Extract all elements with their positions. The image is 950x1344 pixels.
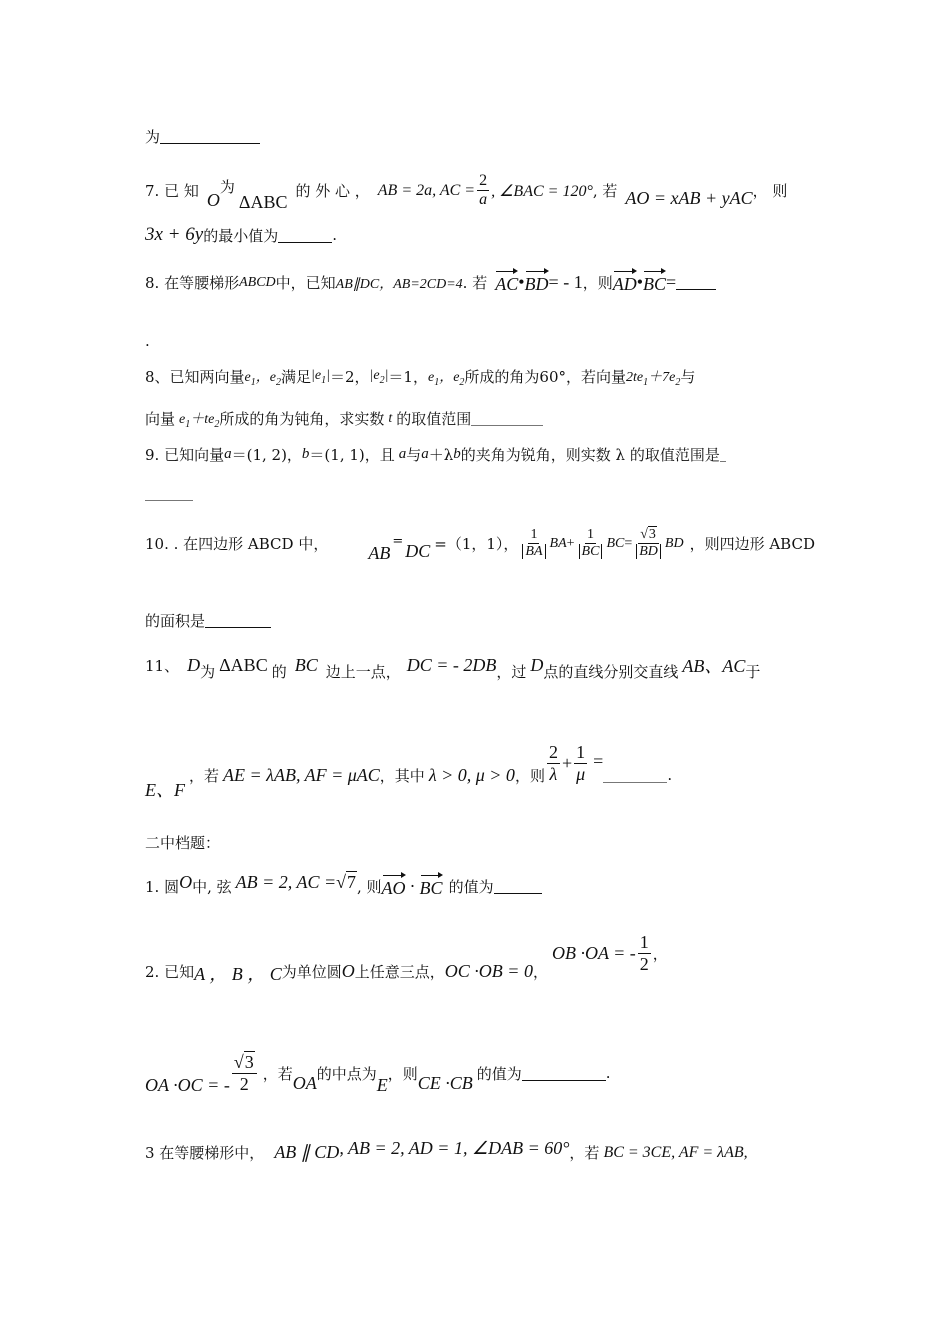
problem-3: 3 在等腰梯形中， AB ∥ CD , AB = 2, AD = 1, ∠DAB = 60° ，若 BC = 3CE, AF = λAB, (145, 1138, 748, 1162)
question-8b-cont: 向量 $e_1+te_2$ 所成的角为钝角，求实数 t 的取值范围 (145, 408, 543, 430)
answer-blank (676, 275, 716, 290)
answer-blank (160, 129, 260, 144)
answer-blank (278, 228, 332, 243)
question-10: 10. . 在四边形 ABCD 中， AB = DC =（1，1）， $\frac{1}{BA}$ BA + $\frac{1}{BC}$ BC = $\frac{√3}{BD}$ BD ，则四边形 ABCD (145, 527, 815, 564)
line-continued: 为 (145, 126, 260, 147)
fraction-2-over-a: $\frac{2}{a}$ (479, 172, 488, 209)
question-9-blank (145, 486, 193, 501)
question-7: 7. 已 知 O 为 ΔABC 的 外 心 ， AB = 2a, AC = $\frac{2}{a}$ , ∠BAC = 120° , 若 AO = xAB + yAC ， 则 (145, 172, 788, 213)
answer-blank (205, 613, 271, 628)
question-10-cont: 的面积是 (145, 610, 271, 631)
question-9: 9. 已知向量 a ＝(1, 2)， b ＝(1, 1)，且 a 与 a ＋λ b 的夹角为锐角，则实数 λ 的取值范围是 (145, 444, 726, 465)
problem-2: 2. 已知 A ， B ， C 为单位圆 O 上任意三点， OC ·OB = 0 ， OB ·OA = - $\frac{1}{2}$ ， (145, 932, 668, 985)
answer-blank (603, 768, 667, 783)
question-8-dot: . (145, 332, 150, 350)
question-8: 8. 在等腰梯形 ABCD 中，已知 AB∥DC，AB=2CD=4 . 若 AC • BD = - 1 ，则 AD • BC = (145, 270, 716, 295)
answer-blank (720, 447, 726, 462)
problem-2-cont: OA ·OC = - $\frac{√3}{2}$ ，若 OA 的中点为 E ，则 CE ·CB 的值为 . (145, 1052, 611, 1095)
question-11: 11、 D 为 ΔABC 的 BC 边上一点， DC = - 2DB ，过 D 点的直线分别交直线 AB、AC 于 (145, 654, 761, 681)
question-7-cont: 3x + 6y 的最小值为 . (145, 224, 337, 245)
question-11-cont: E、F ，若 AE = λAB, AF = μAC ，其中 λ > 0, μ > 0 ，则 $\frac{2}{\lambda}$ + $\frac{1}{\mu}$ = . (145, 742, 673, 801)
section-heading: 二中档题： (145, 834, 221, 852)
answer-blank (522, 1066, 606, 1081)
answer-blank (494, 879, 542, 894)
problem-1: 1. 圆 O 中, 弦 AB = 2, AC = √7 , 则 AO · BC 的值为 (145, 874, 542, 899)
answer-blank (145, 486, 193, 501)
answer-blank (471, 411, 543, 426)
question-8b: 8、已知两向量 $e_1$，$e_2$ 满足 $|e_1|$ ＝2， $|e_2|$ ＝1， $e_1$，$e_2$ 所成的角为60°，若向量 $2te_1+7e_2$ 与 (145, 368, 696, 388)
